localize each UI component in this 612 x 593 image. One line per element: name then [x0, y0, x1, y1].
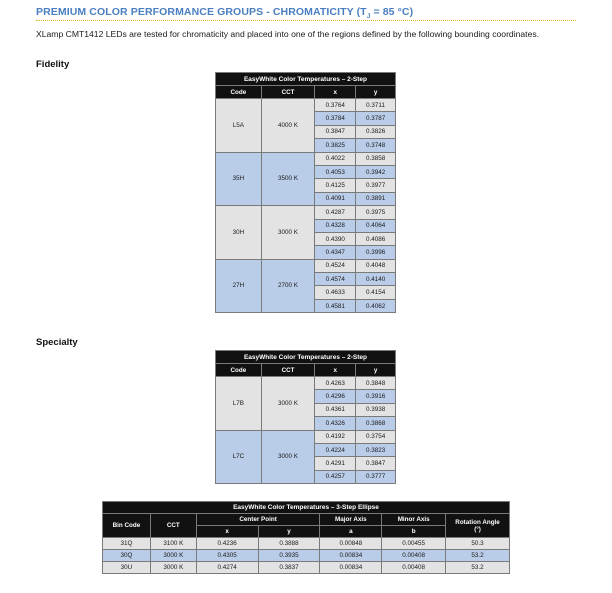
col-header: x: [315, 364, 356, 377]
coord-y-cell: 0.3858: [356, 152, 396, 165]
col-header-center-point: Center Point: [196, 514, 320, 526]
bin-code-cell: 30U: [103, 562, 151, 574]
coord-x-cell: 0.4390: [315, 232, 356, 245]
minor-axis-cell: 0.00408: [382, 550, 446, 562]
table-row: [216, 206, 396, 219]
col-header-major-axis: Major Axis: [320, 514, 382, 526]
coord-y-cell: 0.3787: [356, 112, 396, 125]
center-y-cell: 0.3935: [258, 550, 320, 562]
center-y-cell: 0.3888: [258, 538, 320, 550]
cct-cell: 3000 K: [150, 562, 196, 574]
coord-x-cell: 0.4053: [315, 165, 356, 178]
coord-x-cell: 0.3847: [315, 125, 356, 138]
coord-y-cell: 0.3977: [356, 179, 396, 192]
col-header-y: y: [258, 526, 320, 538]
coord-x-cell: 0.4224: [315, 443, 356, 456]
table-row: [103, 562, 510, 574]
table-caption: EasyWhite Color Temperatures – 2-Step: [216, 73, 396, 86]
cct-cell: 3100 K: [150, 538, 196, 550]
col-header: y: [356, 364, 396, 377]
coord-y-cell: 0.3891: [356, 192, 396, 205]
coord-y-cell: 0.3848: [356, 377, 396, 390]
ellipse-table: [102, 501, 510, 574]
coord-x-cell: 0.4022: [315, 152, 356, 165]
coord-x-cell: 0.4633: [315, 286, 356, 299]
coord-x-cell: 0.4581: [315, 299, 356, 312]
bin-code-cell: L5A: [216, 99, 262, 153]
coord-y-cell: 0.4062: [356, 299, 396, 312]
table-row: [216, 259, 396, 272]
page-title: PREMIUM COLOR PERFORMANCE GROUPS - CHROMATICITY ($T_J = 85$ °C): [36, 6, 414, 21]
coord-x-cell: 0.3784: [315, 112, 356, 125]
section-heading-fidelity: Fidelity: [36, 59, 70, 70]
coord-y-cell: 0.4154: [356, 286, 396, 299]
cct-cell: 2700 K: [261, 259, 315, 313]
bin-code-cell: 30H: [216, 206, 262, 260]
coord-x-cell: 0.4361: [315, 403, 356, 416]
coord-x-cell: 0.4524: [315, 259, 356, 272]
coord-x-cell: 0.4257: [315, 470, 356, 483]
table-caption: EasyWhite Color Temperatures – 2-Step: [216, 351, 396, 364]
specialty-table-body: [216, 351, 396, 484]
coord-x-cell: 0.4296: [315, 390, 356, 403]
bin-code-cell: 27H: [216, 259, 262, 313]
col-header: y: [356, 86, 396, 99]
table-row: [216, 377, 396, 390]
section-heading-specialty: Specialty: [36, 337, 78, 348]
major-axis-cell: 0.00834: [320, 562, 382, 574]
col-header-b: b: [382, 526, 446, 538]
coord-y-cell: 0.4140: [356, 273, 396, 286]
col-header-minor-axis: Minor Axis: [382, 514, 446, 526]
intro-text: XLamp CMT1412 LEDs are tested for chromaticity and placed into one of the regions defined by the following bounding coordinates.: [36, 29, 540, 39]
coord-x-cell: 0.3825: [315, 139, 356, 152]
bin-code-cell: L7B: [216, 377, 262, 431]
coord-x-cell: 0.4574: [315, 273, 356, 286]
col-header: CCT: [261, 364, 315, 377]
table-row: [216, 430, 396, 443]
coord-y-cell: 0.3868: [356, 417, 396, 430]
bin-code-cell: 31Q: [103, 538, 151, 550]
col-header-cct: CCT: [150, 514, 196, 538]
table-row: [103, 538, 510, 550]
coord-y-cell: 0.3823: [356, 443, 396, 456]
col-header: Code: [216, 86, 262, 99]
coord-y-cell: 0.3942: [356, 165, 396, 178]
coord-x-cell: 0.4347: [315, 246, 356, 259]
coord-y-cell: 0.3847: [356, 457, 396, 470]
table-row: [216, 99, 396, 112]
specialty-table: [215, 350, 396, 484]
coord-x-cell: 0.4192: [315, 430, 356, 443]
coord-y-cell: 0.4064: [356, 219, 396, 232]
coord-y-cell: 0.3711: [356, 99, 396, 112]
center-x-cell: 0.4274: [196, 562, 258, 574]
coord-x-cell: 0.4287: [315, 206, 356, 219]
coord-y-cell: 0.3916: [356, 390, 396, 403]
coord-y-cell: 0.3996: [356, 246, 396, 259]
bin-code-cell: L7C: [216, 430, 262, 484]
center-x-cell: 0.4236: [196, 538, 258, 550]
major-axis-cell: 0.00834: [320, 550, 382, 562]
bin-code-cell: 35H: [216, 152, 262, 206]
center-y-cell: 0.3837: [258, 562, 320, 574]
coord-y-cell: 0.3938: [356, 403, 396, 416]
coord-x-cell: 0.4326: [315, 417, 356, 430]
col-header-a: a: [320, 526, 382, 538]
coord-y-cell: 0.3826: [356, 125, 396, 138]
cct-cell: 4000 K: [261, 99, 315, 153]
cct-cell: 3000 K: [261, 430, 315, 484]
cct-cell: 3000 K: [261, 377, 315, 431]
col-header-x: x: [196, 526, 258, 538]
col-header-bin-code: Bin Code: [103, 514, 151, 538]
col-header: CCT: [261, 86, 315, 99]
coord-x-cell: 0.4328: [315, 219, 356, 232]
fidelity-table-body: [216, 73, 396, 313]
col-header: x: [315, 86, 356, 99]
cct-cell: 3000 K: [261, 206, 315, 260]
major-axis-cell: 0.00848: [320, 538, 382, 550]
fidelity-table: [215, 72, 396, 313]
table-row: [216, 152, 396, 165]
rotation-cell: 50.3: [446, 538, 510, 550]
coord-x-cell: 0.4091: [315, 192, 356, 205]
col-header-rotation-angle: Rotation Angle (°): [446, 514, 510, 538]
cct-cell: 3500 K: [261, 152, 315, 206]
cct-cell: 3000 K: [150, 550, 196, 562]
minor-axis-cell: 0.00455: [382, 538, 446, 550]
coord-y-cell: 0.4048: [356, 259, 396, 272]
bin-code-cell: 30Q: [103, 550, 151, 562]
ellipse-table-body: [103, 538, 510, 574]
title-divider: [36, 20, 576, 21]
coord-x-cell: 0.4125: [315, 179, 356, 192]
rotation-cell: 53.2: [446, 550, 510, 562]
coord-y-cell: 0.3975: [356, 206, 396, 219]
center-x-cell: 0.4305: [196, 550, 258, 562]
table-row: [103, 550, 510, 562]
coord-x-cell: 0.3764: [315, 99, 356, 112]
coord-y-cell: 0.3754: [356, 430, 396, 443]
coord-y-cell: 0.3748: [356, 139, 396, 152]
coord-x-cell: 0.4263: [315, 377, 356, 390]
coord-x-cell: 0.4291: [315, 457, 356, 470]
coord-y-cell: 0.3777: [356, 470, 396, 483]
coord-y-cell: 0.4086: [356, 232, 396, 245]
rotation-cell: 53.2: [446, 562, 510, 574]
ellipse-table-caption: EasyWhite Color Temperatures – 3-Step Ellipse: [103, 502, 510, 514]
minor-axis-cell: 0.00408: [382, 562, 446, 574]
col-header: Code: [216, 364, 262, 377]
